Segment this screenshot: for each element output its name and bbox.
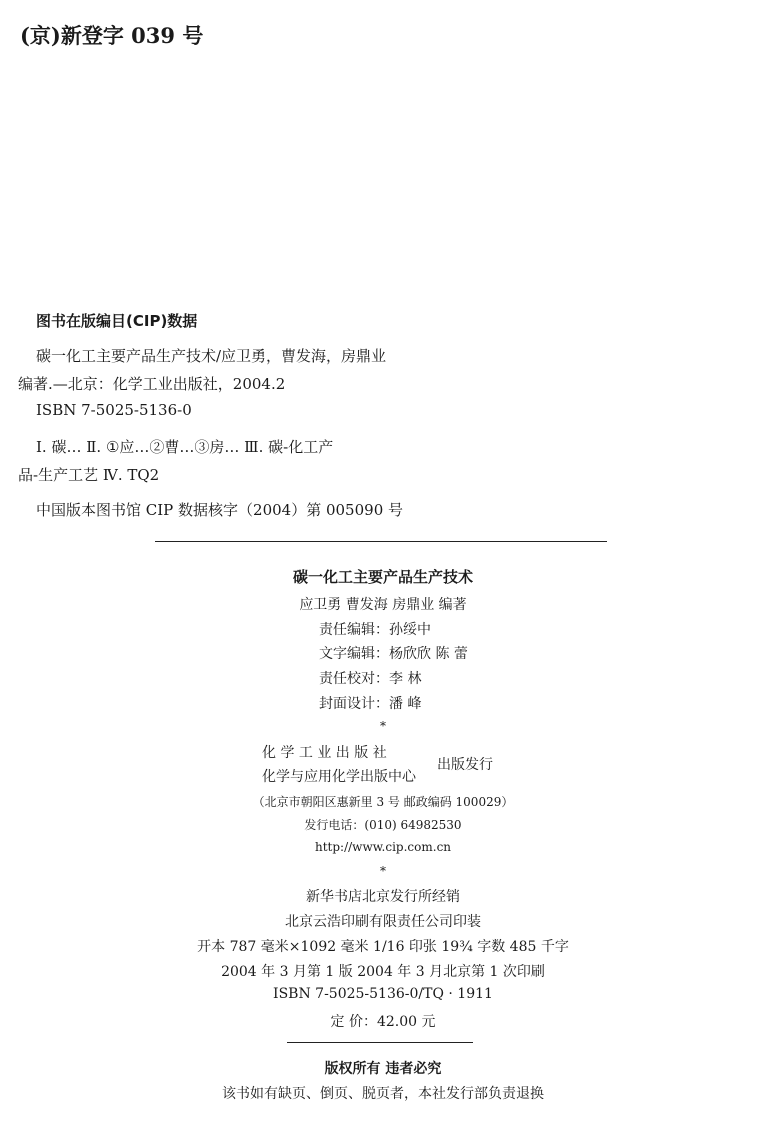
return-policy: 该书如有缺页、倒页、脱页者，本社发行部负责退换 xyxy=(222,1086,544,1102)
text-editor: 文字编辑：杨欣欣 陈 蕾 xyxy=(319,646,468,662)
distribution-phone: 发行电话：(010) 64982530 xyxy=(304,818,462,832)
responsible-editor: 责任编辑：孙绥中 xyxy=(319,622,431,638)
publisher-center: 化学与应用化学出版中心 xyxy=(262,769,416,785)
book-title: 碳一化工主要产品生产技术 xyxy=(292,568,473,586)
publisher-role: 出版发行 xyxy=(437,757,493,773)
edition-info: 2004 年 3 月第 1 版 2004 年 3 月北京第 1 次印刷 xyxy=(221,964,545,980)
proofreader: 责任校对：李 林 xyxy=(319,671,422,687)
website: http://www.cip.com.cn xyxy=(314,840,452,854)
divider-bottom xyxy=(287,1042,473,1043)
cip-title-line: 碳一化工主要产品生产技术/应卫勇，曹发海，房鼎业 xyxy=(36,347,387,365)
divider-top xyxy=(155,541,607,542)
cip-verification: 中国版本图书馆 CIP 数据核字（2004）第 005090 号 xyxy=(36,501,404,519)
publisher-address: （北京市朝阳区惠新里 3 号 邮政编码 100029） xyxy=(252,795,514,809)
book-authors: 应卫勇 曹发海 房鼎业 编著 xyxy=(299,597,467,613)
cip-publisher-line: 编著.—北京：化学工业出版社，2004.2 xyxy=(18,375,286,393)
cip-index-line-2: 品-生产工艺 Ⅳ. TQ2 xyxy=(18,466,160,484)
price: 定 价：42.00 元 xyxy=(330,1014,436,1030)
cip-isbn: ISBN 7-5025-5136-0 xyxy=(36,401,192,419)
separator-star-2: * xyxy=(380,864,386,878)
cip-index-line-1: Ⅰ. 碳… Ⅱ. ①应…②曹…③房… Ⅲ. 碳-化工产 xyxy=(36,438,334,456)
cover-designer: 封面设计：潘 峰 xyxy=(319,696,422,712)
distributor: 新华书店北京发行所经销 xyxy=(306,889,460,905)
separator-star-1: * xyxy=(380,719,386,733)
format-specs: 开本 787 毫米×1092 毫米 1/16 印张 19¾ 字数 485 千字 xyxy=(197,939,569,955)
registration-number: (京)新登字 039 号 xyxy=(20,23,204,48)
printer: 北京云浩印刷有限责任公司印装 xyxy=(285,914,481,930)
isbn-full: ISBN 7-5025-5136-0/TQ · 1911 xyxy=(273,986,493,1002)
copyright-notice: 版权所有 违者必究 xyxy=(324,1061,442,1077)
publisher-name: 化 学 工 业 出 版 社 xyxy=(262,745,387,761)
cip-heading: 图书在版编目(CIP)数据 xyxy=(36,312,198,330)
